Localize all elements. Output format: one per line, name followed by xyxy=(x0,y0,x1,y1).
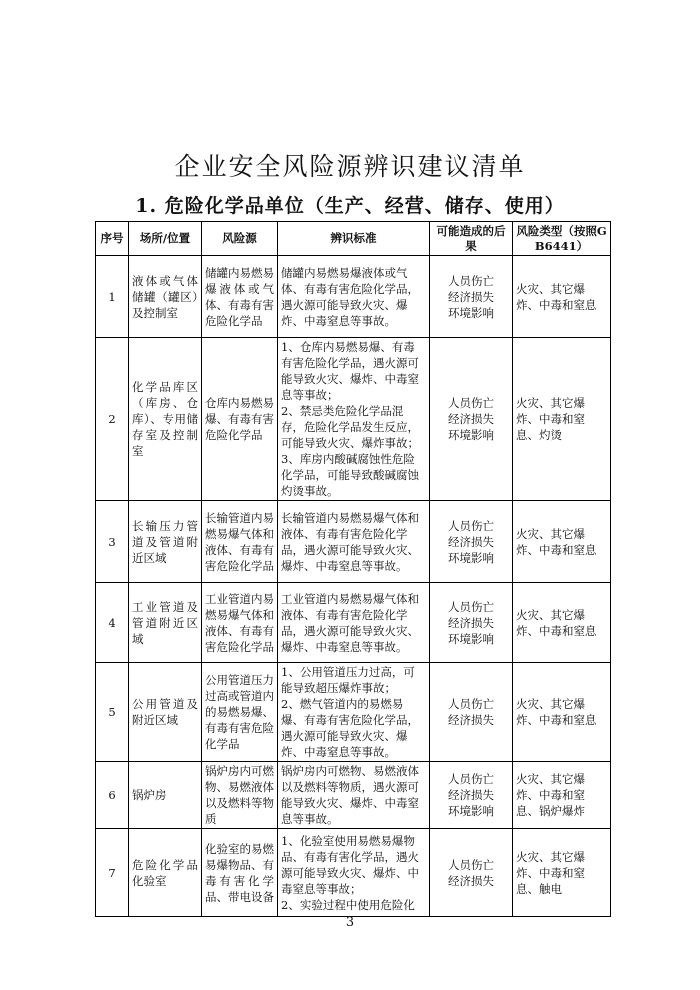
cell-source: 储罐内易燃易爆液体或气体、有毒有害危险化学品 xyxy=(202,256,278,338)
consequence-line: 人员伤亡 xyxy=(448,273,494,288)
cell-risk-type: 火灾、其它爆炸、中毒和窒息 xyxy=(513,501,611,583)
consequence-line: 经济损失 xyxy=(448,788,494,802)
cell-risk-type: 火灾、其它爆炸、中毒和窒息、锅炉爆炸 xyxy=(513,762,611,829)
header-place: 场所/位置 xyxy=(129,222,202,256)
cell-no: 2 xyxy=(96,338,129,501)
consequence-line: 环境影响 xyxy=(448,804,494,818)
consequence-line: 经济损失 xyxy=(448,412,494,426)
cell-place: 长输压力管道及管道附近区域 xyxy=(129,501,202,583)
consequence-line: 经济损失 xyxy=(448,615,494,630)
cell-consequence xyxy=(430,338,513,501)
header-risk-type: 风险类型（按照GB6441） xyxy=(513,222,611,256)
cell-no: 6 xyxy=(96,762,129,829)
cell-source: 仓库内易燃易爆、有毒有害危险化学品 xyxy=(202,338,278,501)
cell-no: 3 xyxy=(96,501,129,583)
cell-place: 工业管道及管道附近区域 xyxy=(129,583,202,663)
consequence-line: 人员伤亡 xyxy=(448,857,494,872)
cell-place: 危险化学品化验室 xyxy=(129,829,202,917)
cell-source: 工业管道内易燃易爆气体和液体、有毒有害危险化学品 xyxy=(202,583,278,663)
cell-criteria xyxy=(278,338,430,501)
table-row xyxy=(96,256,611,338)
cell-no: 5 xyxy=(96,663,129,762)
cell-no: 4 xyxy=(96,583,129,663)
cell-risk-type: 火灾、其它爆炸、中毒和窒息、触电 xyxy=(513,829,611,917)
consequence-line: 经济损失 xyxy=(448,289,494,304)
cell-consequence xyxy=(430,583,513,663)
cell-criteria xyxy=(278,829,430,917)
table-row xyxy=(96,663,611,762)
cell-criteria xyxy=(278,501,430,583)
table-row xyxy=(96,829,611,917)
cell-criteria xyxy=(278,663,430,762)
cell-no: 1 xyxy=(96,256,129,338)
consequence-line: 人员伤亡 xyxy=(448,599,494,614)
criteria-line: 1、化验室使用易燃易爆物品、有毒有害化学品，遇火源可能导致火灾、爆炸、中毒窒息等事故； xyxy=(281,833,419,896)
consequence-line: 经济损失 xyxy=(448,534,494,549)
criteria-line: 储罐内易燃易爆液体或气体、有毒有害危险化学品，遇火源可能导致火灾、爆炸、中毒窒息等事故。 xyxy=(281,265,419,328)
cell-consequence xyxy=(430,663,513,762)
document-title: 企业安全风险源辨识建议清单 xyxy=(174,152,526,181)
cell-criteria xyxy=(278,256,430,338)
criteria-line: 长输管道内易燃易爆气体和液体、有毒有害危险化学品，遇火源可能导致火灾、爆炸、中毒窒息等事故。 xyxy=(281,510,419,573)
cell-criteria xyxy=(278,762,430,829)
table-row xyxy=(96,338,611,501)
section-heading: 1. 危险化学品单位（生产、经营、储存、使用） xyxy=(135,195,565,217)
cell-criteria xyxy=(278,583,430,663)
consequence-line: 经济损失 xyxy=(448,873,494,888)
criteria-line: 3、库房内酸碱腐蚀性危险化学品，可能导致酸碱腐蚀灼烫事故。 xyxy=(281,452,419,498)
table-body xyxy=(96,256,611,917)
table-row xyxy=(96,762,611,829)
consequence-line: 人员伤亡 xyxy=(448,697,494,711)
page-number: 3 xyxy=(345,915,355,930)
cell-consequence xyxy=(430,829,513,917)
cell-consequence xyxy=(430,762,513,829)
cell-source: 锅炉房内可燃物、易燃液体以及燃料等物质 xyxy=(202,762,278,829)
cell-source: 长输管道内易燃易爆气体和液体、有毒有害危险化学品 xyxy=(202,501,278,583)
cell-consequence xyxy=(430,256,513,338)
header-consequence: 可能造成的后果 xyxy=(430,222,513,256)
consequence-line: 经济损失 xyxy=(448,713,494,727)
header-source: 风险源 xyxy=(202,222,278,256)
cell-no: 7 xyxy=(96,829,129,917)
criteria-line: 2、实验过程中使用危险化 xyxy=(281,897,415,912)
cell-risk-type: 火灾、其它爆炸、中毒和窒息、灼烫 xyxy=(513,338,611,501)
cell-consequence xyxy=(430,501,513,583)
cell-place: 锅炉房 xyxy=(129,762,202,829)
criteria-line: 2、燃气管道内的易燃易爆、有毒有害危险化学品，遇火源可能导致火灾、爆炸、中毒窒息等事故。 xyxy=(281,697,419,759)
criteria-line: 锅炉房内可燃物、易燃液体以及燃料等物质，遇火源可能导致火灾、爆炸、中毒窒息等事故。 xyxy=(281,764,419,826)
consequence-line: 人员伤亡 xyxy=(448,772,494,786)
criteria-line: 1、公用管道压力过高，可能导致超压爆炸事故； xyxy=(281,665,415,695)
header-criteria: 辨识标准 xyxy=(278,222,430,256)
header-no: 序号 xyxy=(96,222,129,256)
consequence-line: 人员伤亡 xyxy=(448,396,494,410)
consequence-line: 环境影响 xyxy=(448,550,494,565)
cell-place: 液体或气体储罐（罐区）及控制室 xyxy=(129,256,202,338)
consequence-line: 人员伤亡 xyxy=(448,518,494,533)
table-row xyxy=(96,583,611,663)
criteria-line: 1、仓库内易燃易爆、有毒有害危险化学品，遇火源可能导致火灾、爆炸、中毒窒息等事故； xyxy=(281,340,419,402)
table-header-row xyxy=(96,222,611,256)
consequence-line: 环境影响 xyxy=(448,428,494,442)
cell-risk-type: 火灾、其它爆炸、中毒和窒息 xyxy=(513,583,611,663)
criteria-line: 2、禁忌类危险化学品混存，危险化学品发生反应，可能导致火灾、爆炸事故； xyxy=(281,404,419,450)
cell-source: 化验室的易燃易爆物品、有毒有害化学品、带电设备 xyxy=(202,829,278,917)
table-row xyxy=(96,501,611,583)
cell-risk-type: 火灾、其它爆炸、中毒和窒息 xyxy=(513,663,611,762)
cell-source: 公用管道压力过高或管道内的易燃易爆、有毒有害危险化学品 xyxy=(202,663,278,762)
criteria-line: 工业管道内易燃易爆气体和液体、有毒有害危险化学品，遇火源可能导致火灾、爆炸、中毒窒息等事故。 xyxy=(281,591,419,654)
consequence-line: 环境影响 xyxy=(448,631,494,646)
consequence-line: 环境影响 xyxy=(448,305,494,320)
cell-place: 公用管道及附近区域 xyxy=(129,663,202,762)
risk-source-table xyxy=(95,221,611,917)
cell-risk-type: 火灾、其它爆炸、中毒和窒息 xyxy=(513,256,611,338)
cell-place: 化学品库区（库房、仓库）、专用储存室及控制室 xyxy=(129,338,202,501)
